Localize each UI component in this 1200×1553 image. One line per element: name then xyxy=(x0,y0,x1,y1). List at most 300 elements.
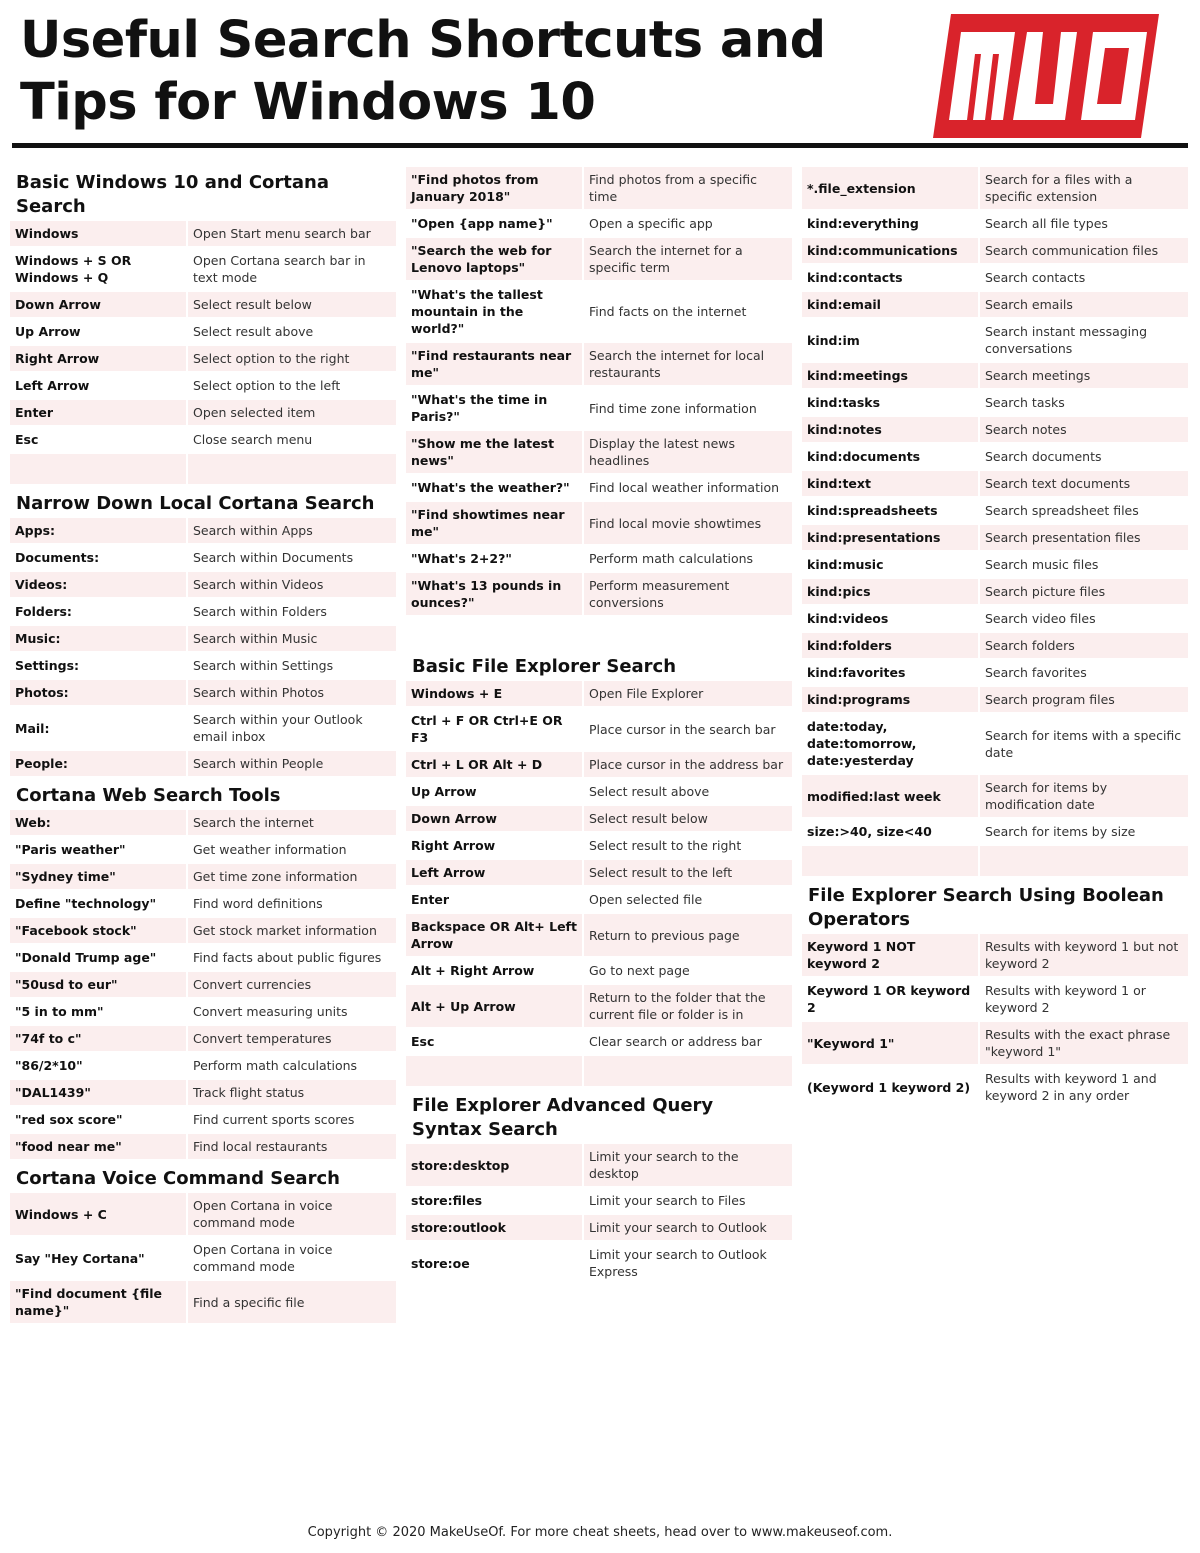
shortcut-description: Convert measuring units xyxy=(186,999,396,1024)
shortcut-description: Search within Photos xyxy=(186,680,396,705)
title-line-1: Useful Search Shortcuts and xyxy=(20,11,826,70)
table-row xyxy=(406,681,792,706)
shortcut-description: Search all file types xyxy=(978,211,1188,236)
table-row xyxy=(802,498,1188,523)
table-row xyxy=(10,945,396,970)
table-row xyxy=(406,914,792,956)
shortcut-description: Search notes xyxy=(978,417,1188,442)
shortcut-key: Left Arrow xyxy=(406,860,582,885)
table-row xyxy=(406,779,792,804)
table-row xyxy=(10,680,396,705)
shortcut-description: Select result below xyxy=(582,806,792,831)
table-row xyxy=(802,444,1188,469)
shortcut-key: "50usd to eur" xyxy=(10,972,186,997)
shortcut-key: Define "technology" xyxy=(10,891,186,916)
shortcut-key: "Sydney time" xyxy=(10,864,186,889)
table-row xyxy=(406,282,792,341)
shortcut-key: kind:everything xyxy=(802,211,978,236)
table-row xyxy=(406,546,792,571)
shortcut-key: "Keyword 1" xyxy=(802,1022,978,1064)
shortcut-key: date:today, date:tomorrow, date:yesterday xyxy=(802,714,978,773)
table-row xyxy=(406,708,792,750)
section xyxy=(802,878,1188,1110)
shortcut-key: store:outlook xyxy=(406,1215,582,1240)
table-row xyxy=(802,934,1188,976)
shortcut-description: Place cursor in the address bar xyxy=(582,752,792,777)
shortcut-key: kind:music xyxy=(802,552,978,577)
shortcut-key: modified:last week xyxy=(802,775,978,817)
table-row xyxy=(10,653,396,678)
table-row xyxy=(10,292,396,317)
shortcut-description: Find facts on the internet xyxy=(582,282,792,341)
table-row xyxy=(10,1080,396,1105)
shortcut-description: Close search menu xyxy=(186,427,396,452)
table-row xyxy=(802,1066,1188,1108)
table-row xyxy=(802,1022,1188,1064)
shortcut-description: Find photos from a specific time xyxy=(582,167,792,209)
table-row xyxy=(802,211,1188,236)
shortcut-description: Find a specific file xyxy=(186,1281,396,1323)
shortcut-key: kind:communications xyxy=(802,238,978,263)
table-row xyxy=(406,833,792,858)
table-row xyxy=(802,319,1188,361)
table-row xyxy=(406,238,792,280)
shortcut-key: Down Arrow xyxy=(10,292,186,317)
shortcut-key: kind:text xyxy=(802,471,978,496)
shortcut-key: kind:pics xyxy=(802,579,978,604)
shortcut-key: "red sox score" xyxy=(10,1107,186,1132)
table-row xyxy=(10,319,396,344)
shortcut-description: Search contacts xyxy=(978,265,1188,290)
shortcut-description: Search the internet for a specific term xyxy=(582,238,792,280)
shortcut-key xyxy=(802,846,978,876)
shortcut-description: Results with the exact phrase "keyword 1" xyxy=(978,1022,1188,1064)
shortcut-description: Search video files xyxy=(978,606,1188,631)
table-row xyxy=(10,707,396,749)
shortcut-description: Return to the folder that the current file or folder is in xyxy=(582,985,792,1027)
shortcut-key: "86/2*10" xyxy=(10,1053,186,1078)
table-row xyxy=(406,887,792,912)
shortcut-description: Search within Apps xyxy=(186,518,396,543)
shortcut-description: Find current sports scores xyxy=(186,1107,396,1132)
shortcut-description: Perform measurement conversions xyxy=(582,573,792,615)
shortcut-key: kind:spreadsheets xyxy=(802,498,978,523)
shortcut-key: Keyword 1 OR keyword 2 xyxy=(802,978,978,1020)
shortcut-key: Documents: xyxy=(10,545,186,570)
table-row xyxy=(406,387,792,429)
shortcut-key: kind:folders xyxy=(802,633,978,658)
table-row xyxy=(10,373,396,398)
table-row xyxy=(406,958,792,983)
table-row xyxy=(802,390,1188,415)
shortcut-description: Search within Folders xyxy=(186,599,396,624)
shortcut-description: Perform math calculations xyxy=(582,546,792,571)
shortcut-description: Search spreadsheet files xyxy=(978,498,1188,523)
table-row xyxy=(10,1281,396,1323)
table-row xyxy=(802,606,1188,631)
table-row xyxy=(802,579,1188,604)
shortcut-key: Settings: xyxy=(10,653,186,678)
shortcut-key: Esc xyxy=(406,1029,582,1054)
shortcut-description: Open selected file xyxy=(582,887,792,912)
shortcut-table xyxy=(406,679,792,1088)
shortcut-key: Down Arrow xyxy=(406,806,582,831)
shortcut-description: Search for items by modification date xyxy=(978,775,1188,817)
table-row xyxy=(406,1029,792,1054)
shortcut-description: Select result above xyxy=(186,319,396,344)
shortcut-description: Open Start menu search bar xyxy=(186,221,396,246)
shortcut-description: Find local movie showtimes xyxy=(582,502,792,544)
section xyxy=(10,1161,396,1325)
table-row xyxy=(802,819,1188,844)
shortcut-key: Enter xyxy=(406,887,582,912)
shortcut-description: Search picture files xyxy=(978,579,1188,604)
shortcut-description: Search for a files with a specific extension xyxy=(978,167,1188,209)
table-row xyxy=(802,471,1188,496)
shortcut-key: "What's the tallest mountain in the world?" xyxy=(406,282,582,341)
shortcut-key: "Facebook stock" xyxy=(10,918,186,943)
shortcut-description: Search communication files xyxy=(978,238,1188,263)
table-row xyxy=(406,617,792,647)
shortcut-key: Music: xyxy=(10,626,186,651)
shortcut-description: Display the latest news headlines xyxy=(582,431,792,473)
table-row xyxy=(802,238,1188,263)
footer-copyright: Copyright © 2020 MakeUseOf. For more cheat sheets, head over to www.makeuseof.com. xyxy=(307,1525,893,1540)
shortcut-description: Search the internet xyxy=(186,810,396,835)
section-title: Cortana Voice Command Search xyxy=(16,1168,340,1189)
shortcut-table xyxy=(406,165,792,649)
section-title: Basic File Explorer Search xyxy=(412,656,677,677)
table-row xyxy=(802,292,1188,317)
shortcut-description: Place cursor in the search bar xyxy=(582,708,792,750)
shortcut-description: Find local restaurants xyxy=(186,1134,396,1159)
title-line-2: Tips for Windows 10 xyxy=(20,73,596,132)
shortcut-key: "What's the weather?" xyxy=(406,475,582,500)
table-row xyxy=(406,985,792,1027)
shortcut-description: Open Cortana in voice command mode xyxy=(186,1193,396,1235)
table-row xyxy=(10,1237,396,1279)
shortcut-key: Mail: xyxy=(10,707,186,749)
header-rule xyxy=(12,143,1188,148)
table-row xyxy=(802,417,1188,442)
table-row xyxy=(10,918,396,943)
shortcut-key: Ctrl + F OR Ctrl+E OR F3 xyxy=(406,708,582,750)
shortcut-table xyxy=(802,165,1188,878)
table-row xyxy=(802,660,1188,685)
shortcut-description: Search presentation files xyxy=(978,525,1188,550)
shortcut-key: "What's 2+2?" xyxy=(406,546,582,571)
table-row xyxy=(10,626,396,651)
table-row xyxy=(10,1107,396,1132)
shortcut-description: Get weather information xyxy=(186,837,396,862)
table-row xyxy=(10,599,396,624)
section-title: Basic Windows 10 and Cortana Search xyxy=(16,172,329,217)
section-title: File Explorer Search Using Boolean Operators xyxy=(808,885,1164,930)
table-row xyxy=(802,633,1188,658)
shortcut-description: Search documents xyxy=(978,444,1188,469)
shortcut-description: Limit your search to Files xyxy=(582,1188,792,1213)
shortcut-description: Select option to the left xyxy=(186,373,396,398)
table-row xyxy=(10,810,396,835)
shortcut-key: Alt + Right Arrow xyxy=(406,958,582,983)
shortcut-key: Backspace OR Alt+ Left Arrow xyxy=(406,914,582,956)
shortcut-description xyxy=(186,454,396,484)
table-row xyxy=(406,860,792,885)
shortcut-description: Limit your search to the desktop xyxy=(582,1144,792,1186)
shortcut-description: Get stock market information xyxy=(186,918,396,943)
shortcut-description: Search the internet for local restaurants xyxy=(582,343,792,385)
section xyxy=(10,165,396,486)
shortcut-key: "DAL1439" xyxy=(10,1080,186,1105)
shortcut-key: Folders: xyxy=(10,599,186,624)
shortcut-key: "74f to c" xyxy=(10,1026,186,1051)
shortcut-description: Limit your search to Outlook xyxy=(582,1215,792,1240)
shortcut-description: Find facts about public figures xyxy=(186,945,396,970)
table-row xyxy=(406,475,792,500)
shortcut-description: Search meetings xyxy=(978,363,1188,388)
table-row xyxy=(10,1053,396,1078)
shortcut-key: kind:tasks xyxy=(802,390,978,415)
shortcut-description: Return to previous page xyxy=(582,914,792,956)
table-row xyxy=(802,552,1188,577)
column-2 xyxy=(406,165,792,1286)
shortcut-key: Web: xyxy=(10,810,186,835)
table-row xyxy=(406,1242,792,1284)
table-row xyxy=(802,846,1188,876)
shortcut-description xyxy=(582,1056,792,1086)
shortcut-description: Perform math calculations xyxy=(186,1053,396,1078)
shortcut-description: Select result to the right xyxy=(582,833,792,858)
shortcut-key: "5 in to mm" xyxy=(10,999,186,1024)
table-row xyxy=(10,572,396,597)
shortcut-key: kind:presentations xyxy=(802,525,978,550)
shortcut-description: Search for items by size xyxy=(978,819,1188,844)
shortcut-description: Search instant messaging conversations xyxy=(978,319,1188,361)
shortcut-description: Results with keyword 1 and keyword 2 in any order xyxy=(978,1066,1188,1108)
shortcut-description: Results with keyword 1 but not keyword 2 xyxy=(978,934,1188,976)
table-row xyxy=(10,751,396,776)
shortcut-key: People: xyxy=(10,751,186,776)
shortcut-key: (Keyword 1 keyword 2) xyxy=(802,1066,978,1108)
table-row xyxy=(406,752,792,777)
shortcut-key: "What's the time in Paris?" xyxy=(406,387,582,429)
shortcut-key: "Find restaurants near me" xyxy=(406,343,582,385)
shortcut-table xyxy=(10,219,396,486)
table-row xyxy=(10,999,396,1024)
section xyxy=(406,165,792,649)
table-row xyxy=(10,221,396,246)
column-3 xyxy=(802,165,1188,1110)
shortcut-key: Ctrl + L OR Alt + D xyxy=(406,752,582,777)
shortcut-description: Search within Videos xyxy=(186,572,396,597)
table-row xyxy=(10,891,396,916)
shortcut-key: "Paris weather" xyxy=(10,837,186,862)
table-row xyxy=(802,775,1188,817)
table-row xyxy=(10,346,396,371)
table-row xyxy=(802,714,1188,773)
table-row xyxy=(10,545,396,570)
shortcut-key: "Find document {file name}" xyxy=(10,1281,186,1323)
table-row xyxy=(10,400,396,425)
shortcut-key: "Find photos from January 2018" xyxy=(406,167,582,209)
table-row xyxy=(406,502,792,544)
table-row xyxy=(406,343,792,385)
shortcut-key: "Donald Trump age" xyxy=(10,945,186,970)
shortcut-description: Select result below xyxy=(186,292,396,317)
table-row xyxy=(406,1144,792,1186)
table-row xyxy=(406,1056,792,1086)
shortcut-table xyxy=(10,1191,396,1325)
shortcut-description: Search music files xyxy=(978,552,1188,577)
shortcut-key: "Search the web for Lenovo laptops" xyxy=(406,238,582,280)
shortcut-description: Results with keyword 1 or keyword 2 xyxy=(978,978,1188,1020)
shortcut-description: Search for items with a specific date xyxy=(978,714,1188,773)
table-row xyxy=(10,837,396,862)
shortcut-table xyxy=(406,1142,792,1286)
shortcut-description: Search text documents xyxy=(978,471,1188,496)
table-row xyxy=(10,972,396,997)
shortcut-key: Windows + E xyxy=(406,681,582,706)
shortcut-description: Search within Documents xyxy=(186,545,396,570)
shortcut-key: Right Arrow xyxy=(406,833,582,858)
table-row xyxy=(10,1193,396,1235)
section xyxy=(802,165,1188,878)
shortcut-key: Photos: xyxy=(10,680,186,705)
table-row xyxy=(802,687,1188,712)
shortcut-key: Enter xyxy=(10,400,186,425)
shortcut-key: Right Arrow xyxy=(10,346,186,371)
shortcut-description: Search favorites xyxy=(978,660,1188,685)
shortcut-key: "Find showtimes near me" xyxy=(406,502,582,544)
table-row xyxy=(406,806,792,831)
shortcut-description: Convert currencies xyxy=(186,972,396,997)
shortcut-key: Esc xyxy=(10,427,186,452)
shortcut-key: kind:programs xyxy=(802,687,978,712)
shortcut-description: Select result to the left xyxy=(582,860,792,885)
table-row xyxy=(406,211,792,236)
table-row xyxy=(802,265,1188,290)
shortcut-description: Convert temperatures xyxy=(186,1026,396,1051)
section-title: File Explorer Advanced Query Syntax Search xyxy=(412,1095,714,1140)
shortcut-description: Find time zone information xyxy=(582,387,792,429)
shortcut-key: kind:meetings xyxy=(802,363,978,388)
shortcut-description: Search within your Outlook email inbox xyxy=(186,707,396,749)
shortcut-key: Videos: xyxy=(10,572,186,597)
shortcut-key: Windows + C xyxy=(10,1193,186,1235)
shortcut-table xyxy=(10,516,396,778)
shortcut-key xyxy=(406,617,582,647)
shortcut-key: Apps: xyxy=(10,518,186,543)
shortcut-key: size:>40, size<40 xyxy=(802,819,978,844)
shortcut-description: Limit your search to Outlook Express xyxy=(582,1242,792,1284)
table-row xyxy=(10,248,396,290)
table-row xyxy=(802,167,1188,209)
shortcut-key: store:desktop xyxy=(406,1144,582,1186)
section xyxy=(10,778,396,1161)
shortcut-description: Find word definitions xyxy=(186,891,396,916)
shortcut-key: Keyword 1 NOT keyword 2 xyxy=(802,934,978,976)
shortcut-description: Go to next page xyxy=(582,958,792,983)
page-title xyxy=(20,10,880,134)
table-row xyxy=(406,167,792,209)
shortcut-key: "What's 13 pounds in ounces?" xyxy=(406,573,582,615)
shortcut-description: Search tasks xyxy=(978,390,1188,415)
shortcut-description: Select option to the right xyxy=(186,346,396,371)
table-row xyxy=(10,518,396,543)
shortcut-key: Windows + S OR Windows + Q xyxy=(10,248,186,290)
shortcut-description: Find local weather information xyxy=(582,475,792,500)
shortcut-description: Select result above xyxy=(582,779,792,804)
shortcut-key: kind:documents xyxy=(802,444,978,469)
section xyxy=(10,486,396,778)
shortcut-description xyxy=(978,846,1188,876)
shortcut-key: "Open {app name}" xyxy=(406,211,582,236)
shortcut-key: kind:email xyxy=(802,292,978,317)
shortcut-description: Open a specific app xyxy=(582,211,792,236)
shortcut-key: kind:contacts xyxy=(802,265,978,290)
shortcut-description xyxy=(582,617,792,647)
shortcut-key: Left Arrow xyxy=(10,373,186,398)
shortcut-key: kind:notes xyxy=(802,417,978,442)
shortcut-key: kind:videos xyxy=(802,606,978,631)
section-title: Cortana Web Search Tools xyxy=(16,785,281,806)
shortcut-description: Search program files xyxy=(978,687,1188,712)
table-row xyxy=(10,864,396,889)
table-row xyxy=(406,431,792,473)
table-row xyxy=(10,1026,396,1051)
shortcut-table xyxy=(802,932,1188,1110)
table-row xyxy=(10,427,396,452)
shortcut-description: Open Cortana in voice command mode xyxy=(186,1237,396,1279)
shortcut-key: Say "Hey Cortana" xyxy=(10,1237,186,1279)
muo-logo xyxy=(933,14,1159,138)
shortcut-key: "food near me" xyxy=(10,1134,186,1159)
shortcut-description: Get time zone information xyxy=(186,864,396,889)
shortcut-key: store:oe xyxy=(406,1242,582,1284)
shortcut-table xyxy=(10,808,396,1161)
shortcut-description: Open Cortana search bar in text mode xyxy=(186,248,396,290)
table-row xyxy=(802,525,1188,550)
shortcut-key: kind:favorites xyxy=(802,660,978,685)
shortcut-description: Search within Settings xyxy=(186,653,396,678)
table-row xyxy=(10,454,396,484)
shortcut-description: Open File Explorer xyxy=(582,681,792,706)
shortcut-key: store:files xyxy=(406,1188,582,1213)
shortcut-key xyxy=(406,1056,582,1086)
shortcut-description: Search within Music xyxy=(186,626,396,651)
shortcut-key: "Show me the latest news" xyxy=(406,431,582,473)
shortcut-key: *.file_extension xyxy=(802,167,978,209)
shortcut-description: Open selected item xyxy=(186,400,396,425)
table-row xyxy=(802,978,1188,1020)
shortcut-key: Up Arrow xyxy=(406,779,582,804)
shortcut-description: Search emails xyxy=(978,292,1188,317)
table-row xyxy=(406,1215,792,1240)
column-1 xyxy=(10,165,396,1325)
table-row xyxy=(10,1134,396,1159)
shortcut-key: Alt + Up Arrow xyxy=(406,985,582,1027)
shortcut-description: Search folders xyxy=(978,633,1188,658)
shortcut-description: Search within People xyxy=(186,751,396,776)
table-row xyxy=(406,1188,792,1213)
table-row xyxy=(802,363,1188,388)
shortcut-description: Track flight status xyxy=(186,1080,396,1105)
section xyxy=(406,649,792,1088)
shortcut-key: Up Arrow xyxy=(10,319,186,344)
shortcut-description: Clear search or address bar xyxy=(582,1029,792,1054)
section xyxy=(406,1088,792,1286)
shortcut-key: Windows xyxy=(10,221,186,246)
